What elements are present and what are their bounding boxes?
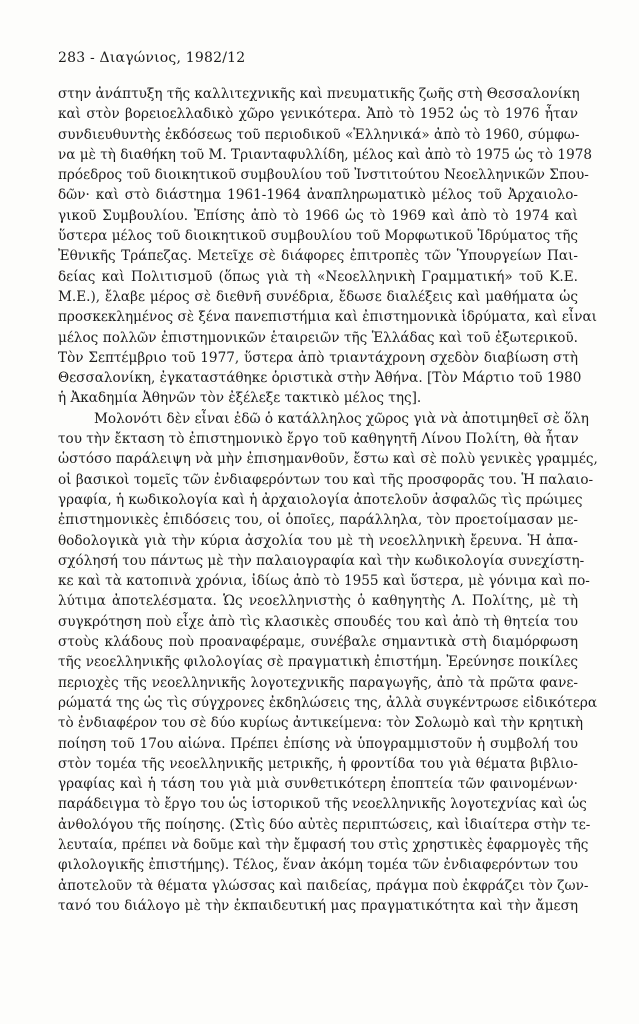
text-line: ὕστερα μέλος τοῦ διοικητικοῦ συμβουλίου τοῦ Μορφωτικοῦ Ἱδρύματος τῆς <box>58 228 578 245</box>
paragraph <box>58 84 597 409</box>
text-line: Ἐθνικῆς Τράπεζας. Μετεῖχε σὲ διάφορες ἐπιτροπὲς τῶν Ὑπουργείων Παι- <box>58 248 578 265</box>
text-line: τῆς νεοελληνικῆς φιλολογίας σὲ πραγματικὴ ἐπιστήμη. Ἐρεύνησε ποικίλες <box>58 654 578 671</box>
text-line: Μ.Ε.), ἔλαβε μέρος σὲ διεθνῆ συνέδρια, ἔδωσε διαλέξεις καὶ μαθήματα ὡς <box>58 288 578 305</box>
text-line: στὸν τομέα τῆς νεοελληνικῆς μετρικῆς, ἡ φροντίδα του γιὰ θέματα βιβλιο- <box>58 755 578 772</box>
text-line: ρώματά της ὡς τὶς σύγχρονες ἐκδηλώσεις της, ἀλλὰ συγκέντρωσε εἰδικότερα <box>58 694 598 711</box>
text-line: λύτιμα ἀποτελέσματα. Ὡς νεοελληνιστὴς ὁ καθηγητὴς Λ. Πολίτης, μὲ τὴ <box>58 593 578 610</box>
text-line: ὡστόσο παράλειψη νὰ μὴν ἐπισημανθοῦν, ἔστω καὶ σὲ πολὺ γενικὲς γραμμές, <box>58 451 598 468</box>
text-line: ἐπιστημονικὲς ἐπιδόσεις του, οἱ ὁποῖες, παράλληλα, τὸν προετοίμασαν με- <box>58 512 578 529</box>
text-line: γραφίας καὶ ἡ τάση του γιὰ μιὰ συνθετικότερη ἐποπτεία τῶν φαινομένων· <box>58 776 578 793</box>
text-line: δῶν· καὶ στὸ διάστημα 1961-1964 ἀναπληρωματικὸ μέλος τοῦ Ἀρχαιολο- <box>58 187 578 204</box>
text-line: να μὲ τὴ διαθήκη τοῦ Μ. Τριανταφυλλίδη, μέλος καὶ ἀπὸ τὸ 1975 ὡς τὸ 1978 <box>58 146 593 163</box>
text-line: δείας καὶ Πολιτισμοῦ (ὅπως γιὰ τὴ «Νεοελληνικὴ Γραμματική» τοῦ Κ.Ε. <box>58 268 578 285</box>
text-line: στην ἀνάπτυξη τῆς καλλιτεχνικῆς καὶ πνευματικῆς ζωῆς στὴ Θεσσαλονίκη <box>58 86 580 102</box>
text-line: σχόλησή του πάντως μὲ τὴν παλαιογραφία καὶ τὴν κωδικολογία συνεχίστη- <box>58 552 585 569</box>
text-line: φιλολογικῆς ἐπιστήμης). Τέλος, ἕναν ἀκόμη τομέα τῶν ἐνδιαφερόντων του <box>58 857 578 874</box>
text-line: τὸ ἐνδιαφέρον του σὲ δύο κυρίως ἀντικείμενα: τὸν Σολωμὸ καὶ τὴν κρητικὴ <box>58 715 584 732</box>
text-line: ἀνθολόγου τῆς ποίησης. (Στὶς δύο αὐτὲς περιπτώσεις, καὶ ἰδιαίτερα στὴν τε- <box>58 816 591 833</box>
text-line: γικοῦ Συμβουλίου. Ἐπίσης ἀπὸ τὸ 1966 ὡς τὸ 1969 καὶ ἀπὸ τὸ 1974 καὶ <box>58 207 578 224</box>
text-line: του τὴν ἔκταση τὸ ἐπιστημονικὸ ἔργο τοῦ καθηγητῆ Λίνου Πολίτη, θὰ ἦταν <box>58 431 579 448</box>
page-header: 283 - Διαγώνιος, 1982/12 <box>58 50 246 66</box>
text-line: στοὺς κλάδους ποὺ προαναφέραμε, συνέβαλε σημαντικὰ στὴ διαμόρφωση <box>58 634 578 651</box>
paragraph <box>58 409 598 916</box>
text-line: προσκεκλημένος σὲ ξένα πανεπιστήμια καὶ ἐπιστημονικὰ ἱδρύματα, καὶ εἶναι <box>58 309 597 326</box>
text-line: συνδιευθυντὴς ἐκδόσεως τοῦ περιοδικοῦ «Ἑλληνικά» ἀπὸ τὸ 1960, σύμφω- <box>58 126 580 143</box>
text-line: Θεσσαλονίκη, ἐγκαταστάθηκε ὁριστικὰ στὴν Ἀθήνα. [Τὸν Μάρτιο τοῦ 1980 <box>58 370 582 387</box>
text-line: Μολονότι δὲν εἶναι ἐδῶ ὁ κατάλληλος χῶρος γιὰ νὰ ἀποτιμηθεῖ σὲ ὅλη <box>94 410 589 427</box>
text-line: πρόεδρος τοῦ διοικητικοῦ συμβουλίου τοῦ Ἰνστιτούτου Νεοελληνικῶν Σπου- <box>58 167 589 184</box>
text-line: λευταία, πρέπει νὰ δοῦμε καὶ τὴν ἔμφασή του στὶς χρηστικὲς ἐφαρμογὲς τῆς <box>58 836 589 853</box>
text-line: παράδειγμα τὸ ἔργο του ὡς ἱστορικοῦ τῆς νεοελληνικῆς λογοτεχνίας καὶ ὡς <box>58 796 587 813</box>
text-line: θοδολογικὰ γιὰ τὴν κύρια ἀσχολία του μὲ τὴ νεοελληνικὴ ἔρευνα. Ἡ ἀπα- <box>58 532 578 549</box>
document-body <box>58 84 598 916</box>
text-line: κε καὶ τὰ κατοπινὰ χρόνια, ἰδίως ἀπὸ τὸ 1955 καὶ ὕστερα, μὲ γόνιμα καὶ πο- <box>58 573 590 590</box>
text-line: οἱ βασικοὶ τομεῖς τῶν ἐνδιαφερόντων του καὶ τῆς προσφορᾶς του. Ἡ παλαιο- <box>58 471 594 488</box>
text-line: Τὸν Σεπτέμβριο τοῦ 1977, ὕστερα ἀπὸ τριαντάχρονη σχεδὸν διαβίωση στὴ <box>58 349 578 366</box>
text-line: συγκρότηση ποὺ εἶχε ἀπὸ τὶς κλασικὲς σπουδές του καὶ ἀπὸ τὴ θητεία του <box>58 613 578 630</box>
text-line: μέλος πολλῶν ἐπιστημονικῶν ἑταιρειῶν τῆς Ἑλλάδας καὶ τοῦ ἐξωτερικοῦ. <box>58 329 578 346</box>
text-line: τανό του διάλογο μὲ τὴν ἐκπαιδευτική μας πραγματικότητα καὶ τὴν ἄμεση <box>58 897 578 914</box>
text-line: ἡ Ἀκαδημία Ἀθηνῶν τὸν ἐξέλεξε τακτικὸ μέλος της]. <box>58 390 422 407</box>
text-line: ποίηση τοῦ 17ου αἰώνα. Πρέπει ἐπίσης νὰ ὑπογραμμιστοῦν ἡ συμβολή του <box>58 735 578 752</box>
text-line: γραφία, ἡ κωδικολογία καὶ ἡ ἀρχαιολογία ἀποτελοῦν ἀσφαλῶς τὶς πρώιμες <box>58 491 583 508</box>
text-line: καὶ στὸν βορειοελλαδικὸ χῶρο γενικότερα. Ἀπὸ τὸ 1952 ὡς τὸ 1976 ἦταν <box>58 106 578 123</box>
text-line: ἀποτελοῦν τὰ θέματα γλώσσας καὶ παιδείας, πράγμα ποὺ ἐκφράζει τὸν ζων- <box>58 877 589 894</box>
text-line: περιοχὲς τῆς νεοελληνικῆς λογοτεχνικῆς παραγωγῆς, ἀπὸ τὰ πρῶτα φανε- <box>58 674 578 691</box>
